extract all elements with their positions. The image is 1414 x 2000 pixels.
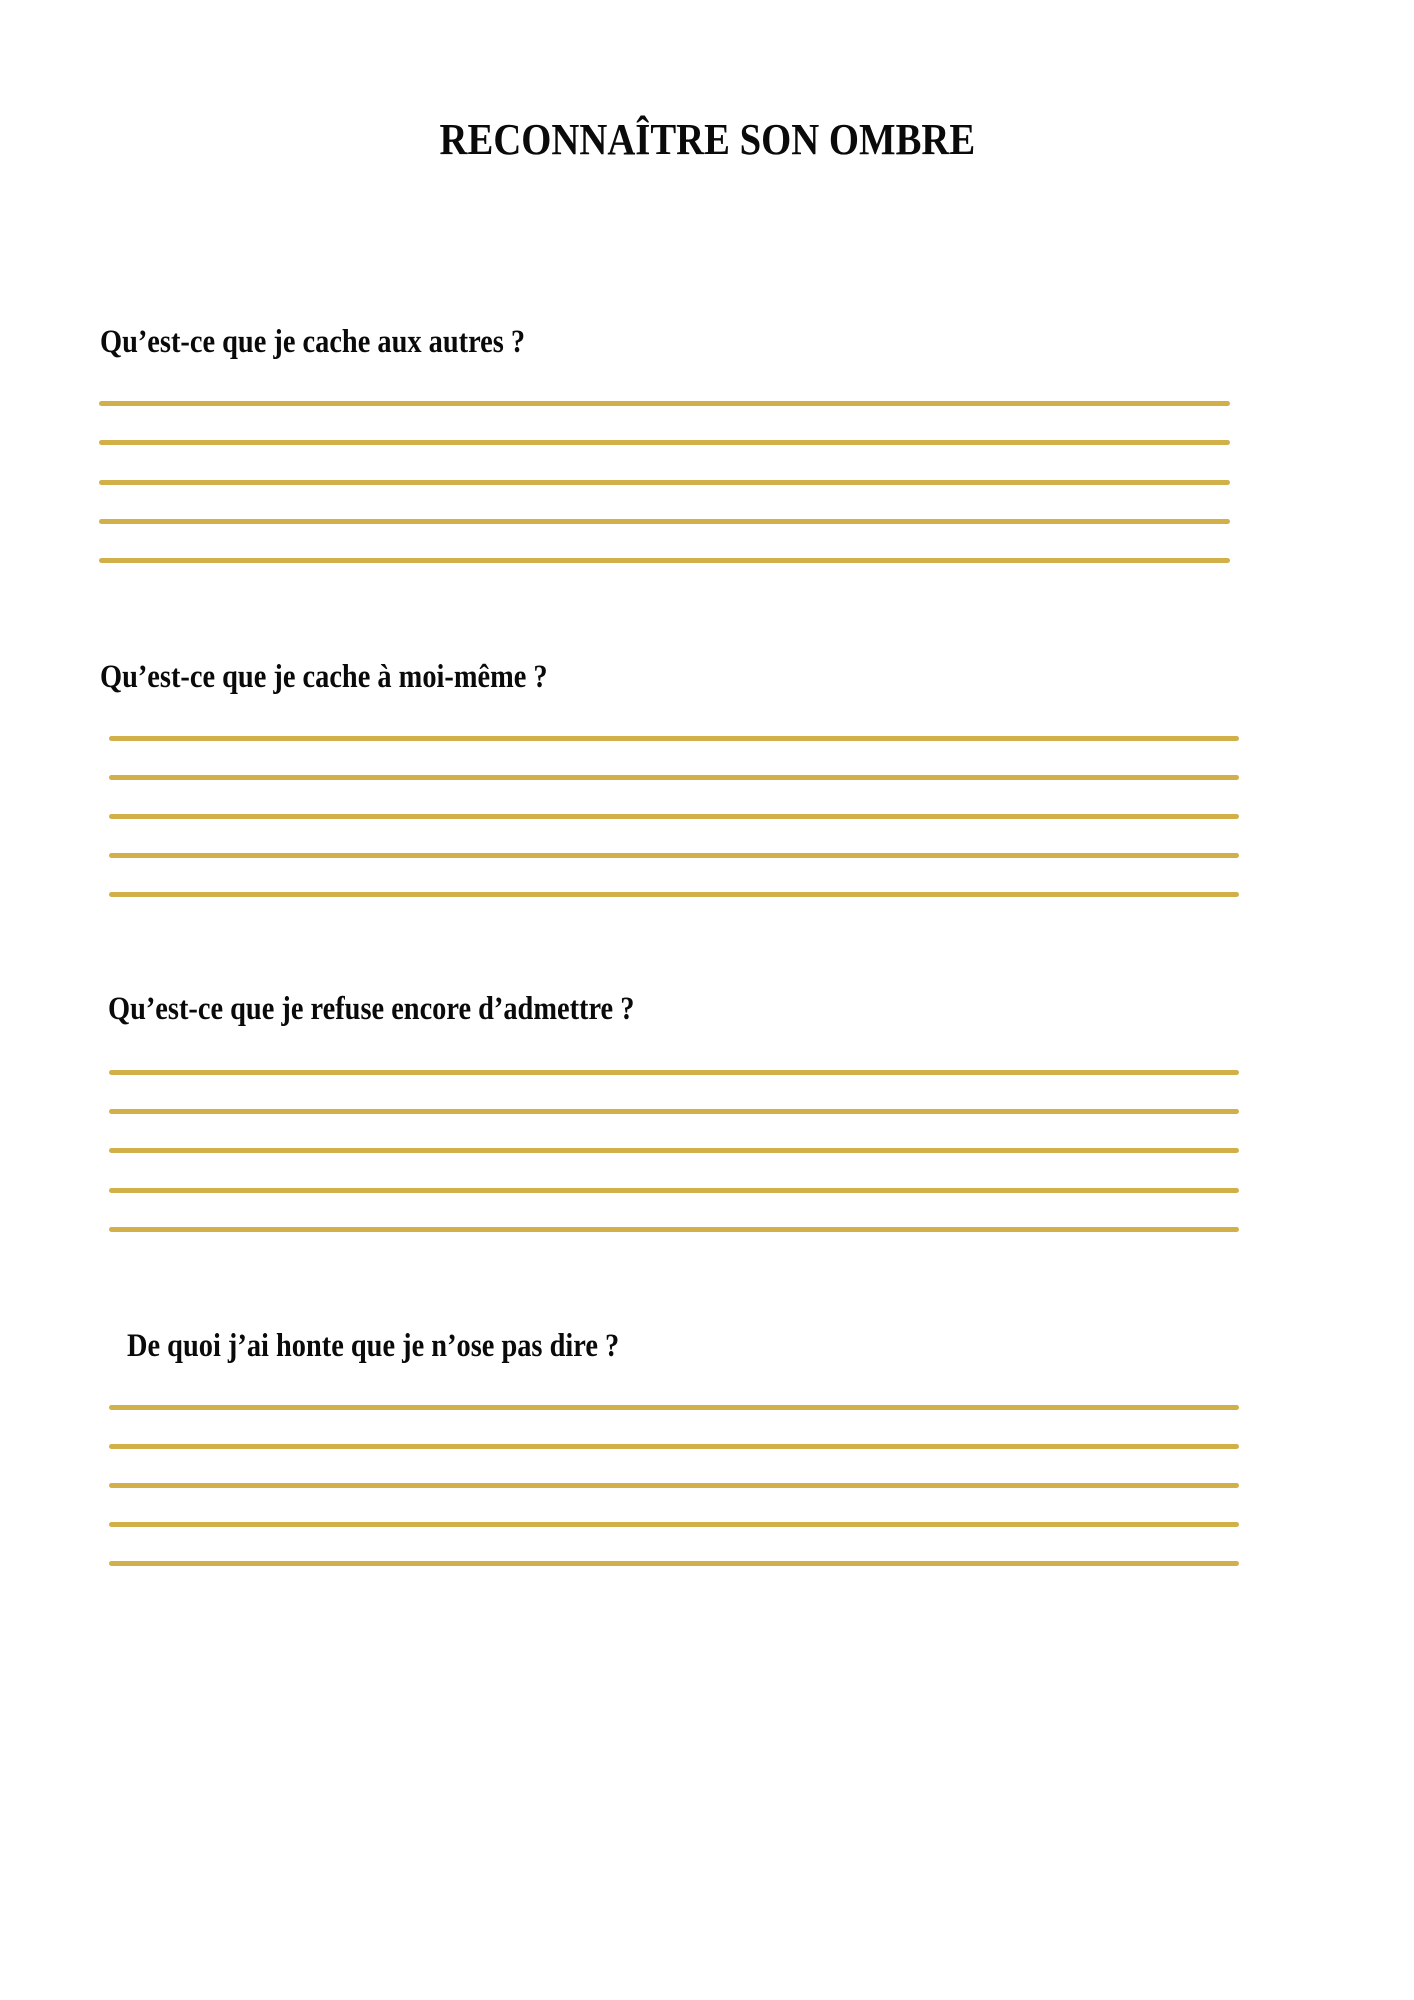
answer-line[interactable] <box>109 1227 1239 1232</box>
answer-line[interactable] <box>109 1483 1239 1488</box>
answer-line[interactable] <box>99 480 1230 485</box>
answer-line[interactable] <box>109 1188 1239 1193</box>
answer-line[interactable] <box>109 853 1239 858</box>
question-2: Qu’est-ce que je cache à moi-même ? <box>100 659 548 695</box>
page-title-text: RECONNAÎTRE SON OMBRE <box>439 115 975 164</box>
answer-line[interactable] <box>109 814 1239 819</box>
answer-line[interactable] <box>109 1070 1239 1075</box>
question-3: Qu’est-ce que je refuse encore d’admettre ? <box>108 991 635 1027</box>
answer-line[interactable] <box>109 775 1239 780</box>
answer-line[interactable] <box>109 1444 1239 1449</box>
answer-line[interactable] <box>99 519 1230 524</box>
answer-line[interactable] <box>109 736 1239 741</box>
answer-line[interactable] <box>99 558 1230 563</box>
answer-line[interactable] <box>99 401 1230 406</box>
answer-line[interactable] <box>109 1148 1239 1153</box>
question-4: De quoi j’ai honte que je n’ose pas dire ? <box>127 1328 620 1364</box>
answer-line[interactable] <box>109 1109 1239 1114</box>
question-1: Qu’est-ce que je cache aux autres ? <box>100 324 526 360</box>
answer-line[interactable] <box>109 1522 1239 1527</box>
page-title <box>0 112 1414 168</box>
answer-line[interactable] <box>109 1561 1239 1566</box>
answer-line[interactable] <box>109 892 1239 897</box>
answer-line[interactable] <box>109 1405 1239 1410</box>
answer-line[interactable] <box>99 440 1230 445</box>
